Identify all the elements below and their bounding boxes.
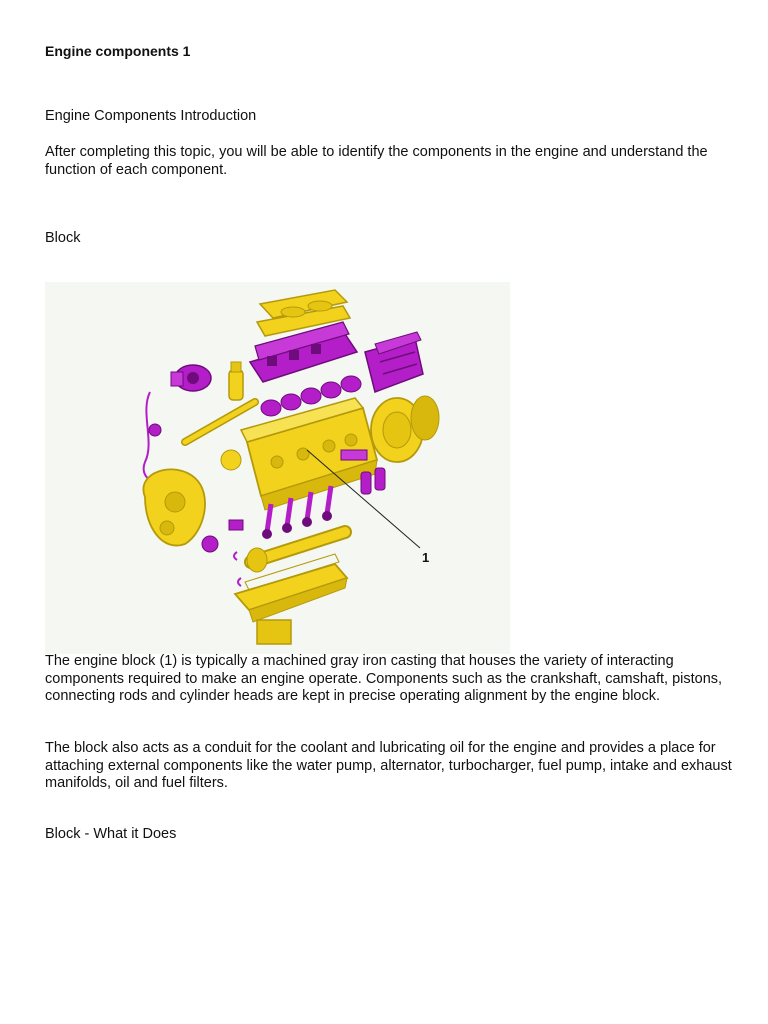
intake-manifold bbox=[365, 332, 423, 392]
block-heading: Block bbox=[45, 230, 81, 246]
callout-label: 1 bbox=[422, 550, 430, 565]
document-title: Engine components 1 bbox=[45, 43, 191, 59]
intro-paragraph: After completing this topic, you will be able to identify the components in the engine and understand the function of each component. bbox=[45, 144, 708, 178]
section-heading-what-it-does: Block - What it Does bbox=[45, 826, 177, 842]
oil-filter bbox=[229, 362, 243, 400]
block-paragraph-2: The block also acts as a conduit for the coolant and lubricating oil for the engine and provides a place for attaching external components like the water pump, alternator, turbocharger, fuel pump, intake and exhaust manifolds, oil and fuel filters. bbox=[45, 740, 732, 791]
intro-heading: Engine Components Introduction bbox=[45, 108, 257, 124]
front-cover bbox=[143, 450, 241, 546]
engine-illustration bbox=[45, 282, 510, 654]
flywheel-housing bbox=[371, 396, 439, 462]
water-pump bbox=[202, 520, 243, 552]
turbocharger bbox=[171, 365, 211, 391]
block-paragraph-1: The engine block (1) is typically a machined gray iron casting that houses the variety of interacting components required to make an engine operate. Components such as the crankshaft, camshaft, pistons, connecting rods and cylinder heads are kept in precise operating alignment by the engine block. bbox=[45, 653, 723, 704]
engine-exploded-diagram bbox=[45, 282, 510, 654]
